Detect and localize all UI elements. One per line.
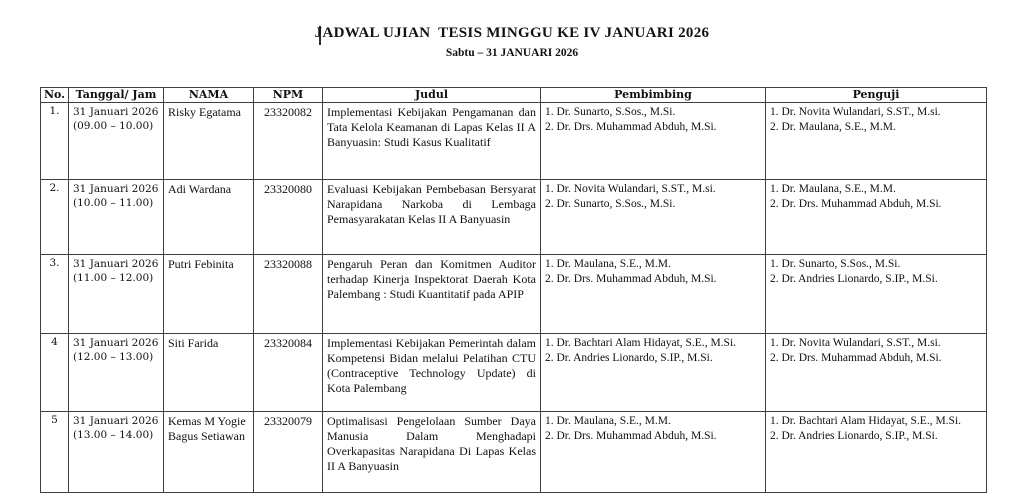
student-name: Siti Farida: [164, 334, 254, 412]
examiner-2: 2. Dr. Andries Lionardo, S.IP., M.Si.: [770, 273, 938, 286]
date-text: 31 Januari 2026: [73, 106, 159, 118]
student-name: Adi Wardana: [164, 180, 254, 255]
date-time-cell: [69, 412, 164, 493]
table-row: [41, 334, 987, 412]
examiners-cell: [766, 103, 987, 180]
advisor-2: 2. Dr. Drs. Muhammad Abduh, M.Si.: [545, 273, 717, 286]
advisor-2: 2. Dr. Andries Lionardo, S.IP., M.Si.: [545, 352, 713, 365]
advisors-cell: [541, 412, 766, 493]
examiner-1: 1. Dr. Sunarto, S.Sos., M.Si.: [770, 258, 901, 270]
header-npm: NPM: [254, 88, 323, 103]
advisors-cell: [541, 103, 766, 180]
student-name: Risky Egatama: [164, 103, 254, 180]
advisor-1: 1. Dr. Maulana, S.E., M.M.: [545, 415, 671, 427]
examiner-1: 1. Dr. Novita Wulandari, S.ST., M.si.: [770, 337, 941, 349]
student-npm: 23320082: [254, 103, 323, 180]
examiner-2: 2. Dr. Maulana, S.E., M.M.: [770, 121, 896, 134]
header-no: No.: [41, 88, 69, 103]
date-time-cell: [69, 334, 164, 412]
header-nama: NAMA: [164, 88, 254, 103]
schedule-table: [40, 87, 987, 493]
advisor-1: 1. Dr. Novita Wulandari, S.ST., M.si.: [545, 183, 716, 195]
table-row: [41, 412, 987, 493]
table-header-row: [41, 88, 987, 103]
advisor-1: 1. Dr. Maulana, S.E., M.M.: [545, 258, 671, 270]
thesis-title: Implementasi Kebijakan Pengamanan dan Tata Kelola Keamanan di Lapas Kelas II A Banyuasin: Studi Kasus Kualitatif: [323, 103, 541, 180]
thesis-title: Pengaruh Peran dan Komitmen Auditor terhadap Kinerja Inspektorat Daerah Kota Palembang : Studi Kuantitatif pada APIP: [323, 255, 541, 334]
examiner-1: 1. Dr. Bachtari Alam Hidayat, S.E., M.Si.: [770, 415, 962, 427]
advisors-cell: [541, 180, 766, 255]
thesis-title: Evaluasi Kebijakan Pembebasan Bersyarat Narapidana Narkoba di Lembaga Pemasyarakatan Kelas II A Banyuasin: [323, 180, 541, 255]
thesis-title: Implementasi Kebijakan Pemerintah dalam Kompetensi Bidan melalui Pelatihan CTU (Contraceptive Technology Update) di Kota Palembang: [323, 334, 541, 412]
advisor-1: 1. Dr. Sunarto, S.Sos., M.Si.: [545, 106, 676, 118]
time-text: (11.00 – 12.00): [73, 272, 154, 285]
examiner-2: 2. Dr. Andries Lionardo, S.IP., M.Si.: [770, 430, 938, 443]
row-number: 2.: [41, 180, 69, 255]
header-pembimbing: Pembimbing: [541, 88, 766, 103]
examiner-2: 2. Dr. Drs. Muhammad Abduh, M.Si.: [770, 198, 942, 211]
table-row: [41, 180, 987, 255]
header-tanggal-jam: Tanggal/ Jam: [69, 88, 164, 103]
advisor-2: 2. Dr. Sunarto, S.Sos., M.Si.: [545, 198, 676, 211]
table-row: [41, 255, 987, 334]
row-number: 4: [41, 334, 69, 412]
examiner-1: 1. Dr. Novita Wulandari, S.ST., M.si.: [770, 106, 941, 118]
date-text: 31 Januari 2026: [73, 415, 159, 427]
examiners-cell: [766, 334, 987, 412]
time-text: (10.00 – 11.00): [73, 197, 154, 210]
row-number: 5: [41, 412, 69, 493]
student-name: Putri Febinita: [164, 255, 254, 334]
advisor-2: 2. Dr. Drs. Muhammad Abduh, M.Si.: [545, 430, 717, 443]
examiner-1: 1. Dr. Maulana, S.E., M.M.: [770, 183, 896, 195]
time-text: (12.00 – 13.00): [73, 351, 154, 364]
table-row: [41, 103, 987, 180]
page-subtitle: Sabtu – 31 JANUARI 2026: [445, 47, 579, 59]
date-time-cell: [69, 103, 164, 180]
date-time-cell: [69, 180, 164, 255]
date-text: 31 Januari 2026: [73, 337, 159, 349]
thesis-title: Optimalisasi Pengelolaan Sumber Daya Manusia Dalam Menghadapi Overkapasitas Narapidana Di Lapas Kelas II A Banyuasin: [323, 412, 541, 493]
student-npm: 23320084: [254, 334, 323, 412]
student-npm: 23320080: [254, 180, 323, 255]
advisors-cell: [541, 334, 766, 412]
date-text: 31 Januari 2026: [73, 183, 159, 195]
title-block: [0, 25, 1024, 59]
examiners-cell: [766, 412, 987, 493]
student-name: Kemas M Yogie Bagus Setiawan: [164, 412, 254, 493]
advisors-cell: [541, 255, 766, 334]
student-npm: 23320079: [254, 412, 323, 493]
row-number: 1.: [41, 103, 69, 180]
time-text: (13.00 – 14.00): [73, 429, 154, 442]
header-judul: Judul: [323, 88, 541, 103]
row-number: 3.: [41, 255, 69, 334]
date-text: 31 Januari 2026: [73, 258, 159, 270]
examiners-cell: [766, 255, 987, 334]
page-title: JADWAL UJIAN TESIS MINGGU KE IV JANUARI 2026: [314, 25, 710, 41]
advisor-1: 1. Dr. Bachtari Alam Hidayat, S.E., M.Si.: [545, 337, 737, 349]
advisor-2: 2. Dr. Drs. Muhammad Abduh, M.Si.: [545, 121, 717, 134]
student-npm: 23320088: [254, 255, 323, 334]
time-text: (09.00 – 10.00): [73, 120, 154, 133]
examiners-cell: [766, 180, 987, 255]
header-penguji: Penguji: [766, 88, 987, 103]
examiner-2: 2. Dr. Drs. Muhammad Abduh, M.Si.: [770, 352, 942, 365]
date-time-cell: [69, 255, 164, 334]
